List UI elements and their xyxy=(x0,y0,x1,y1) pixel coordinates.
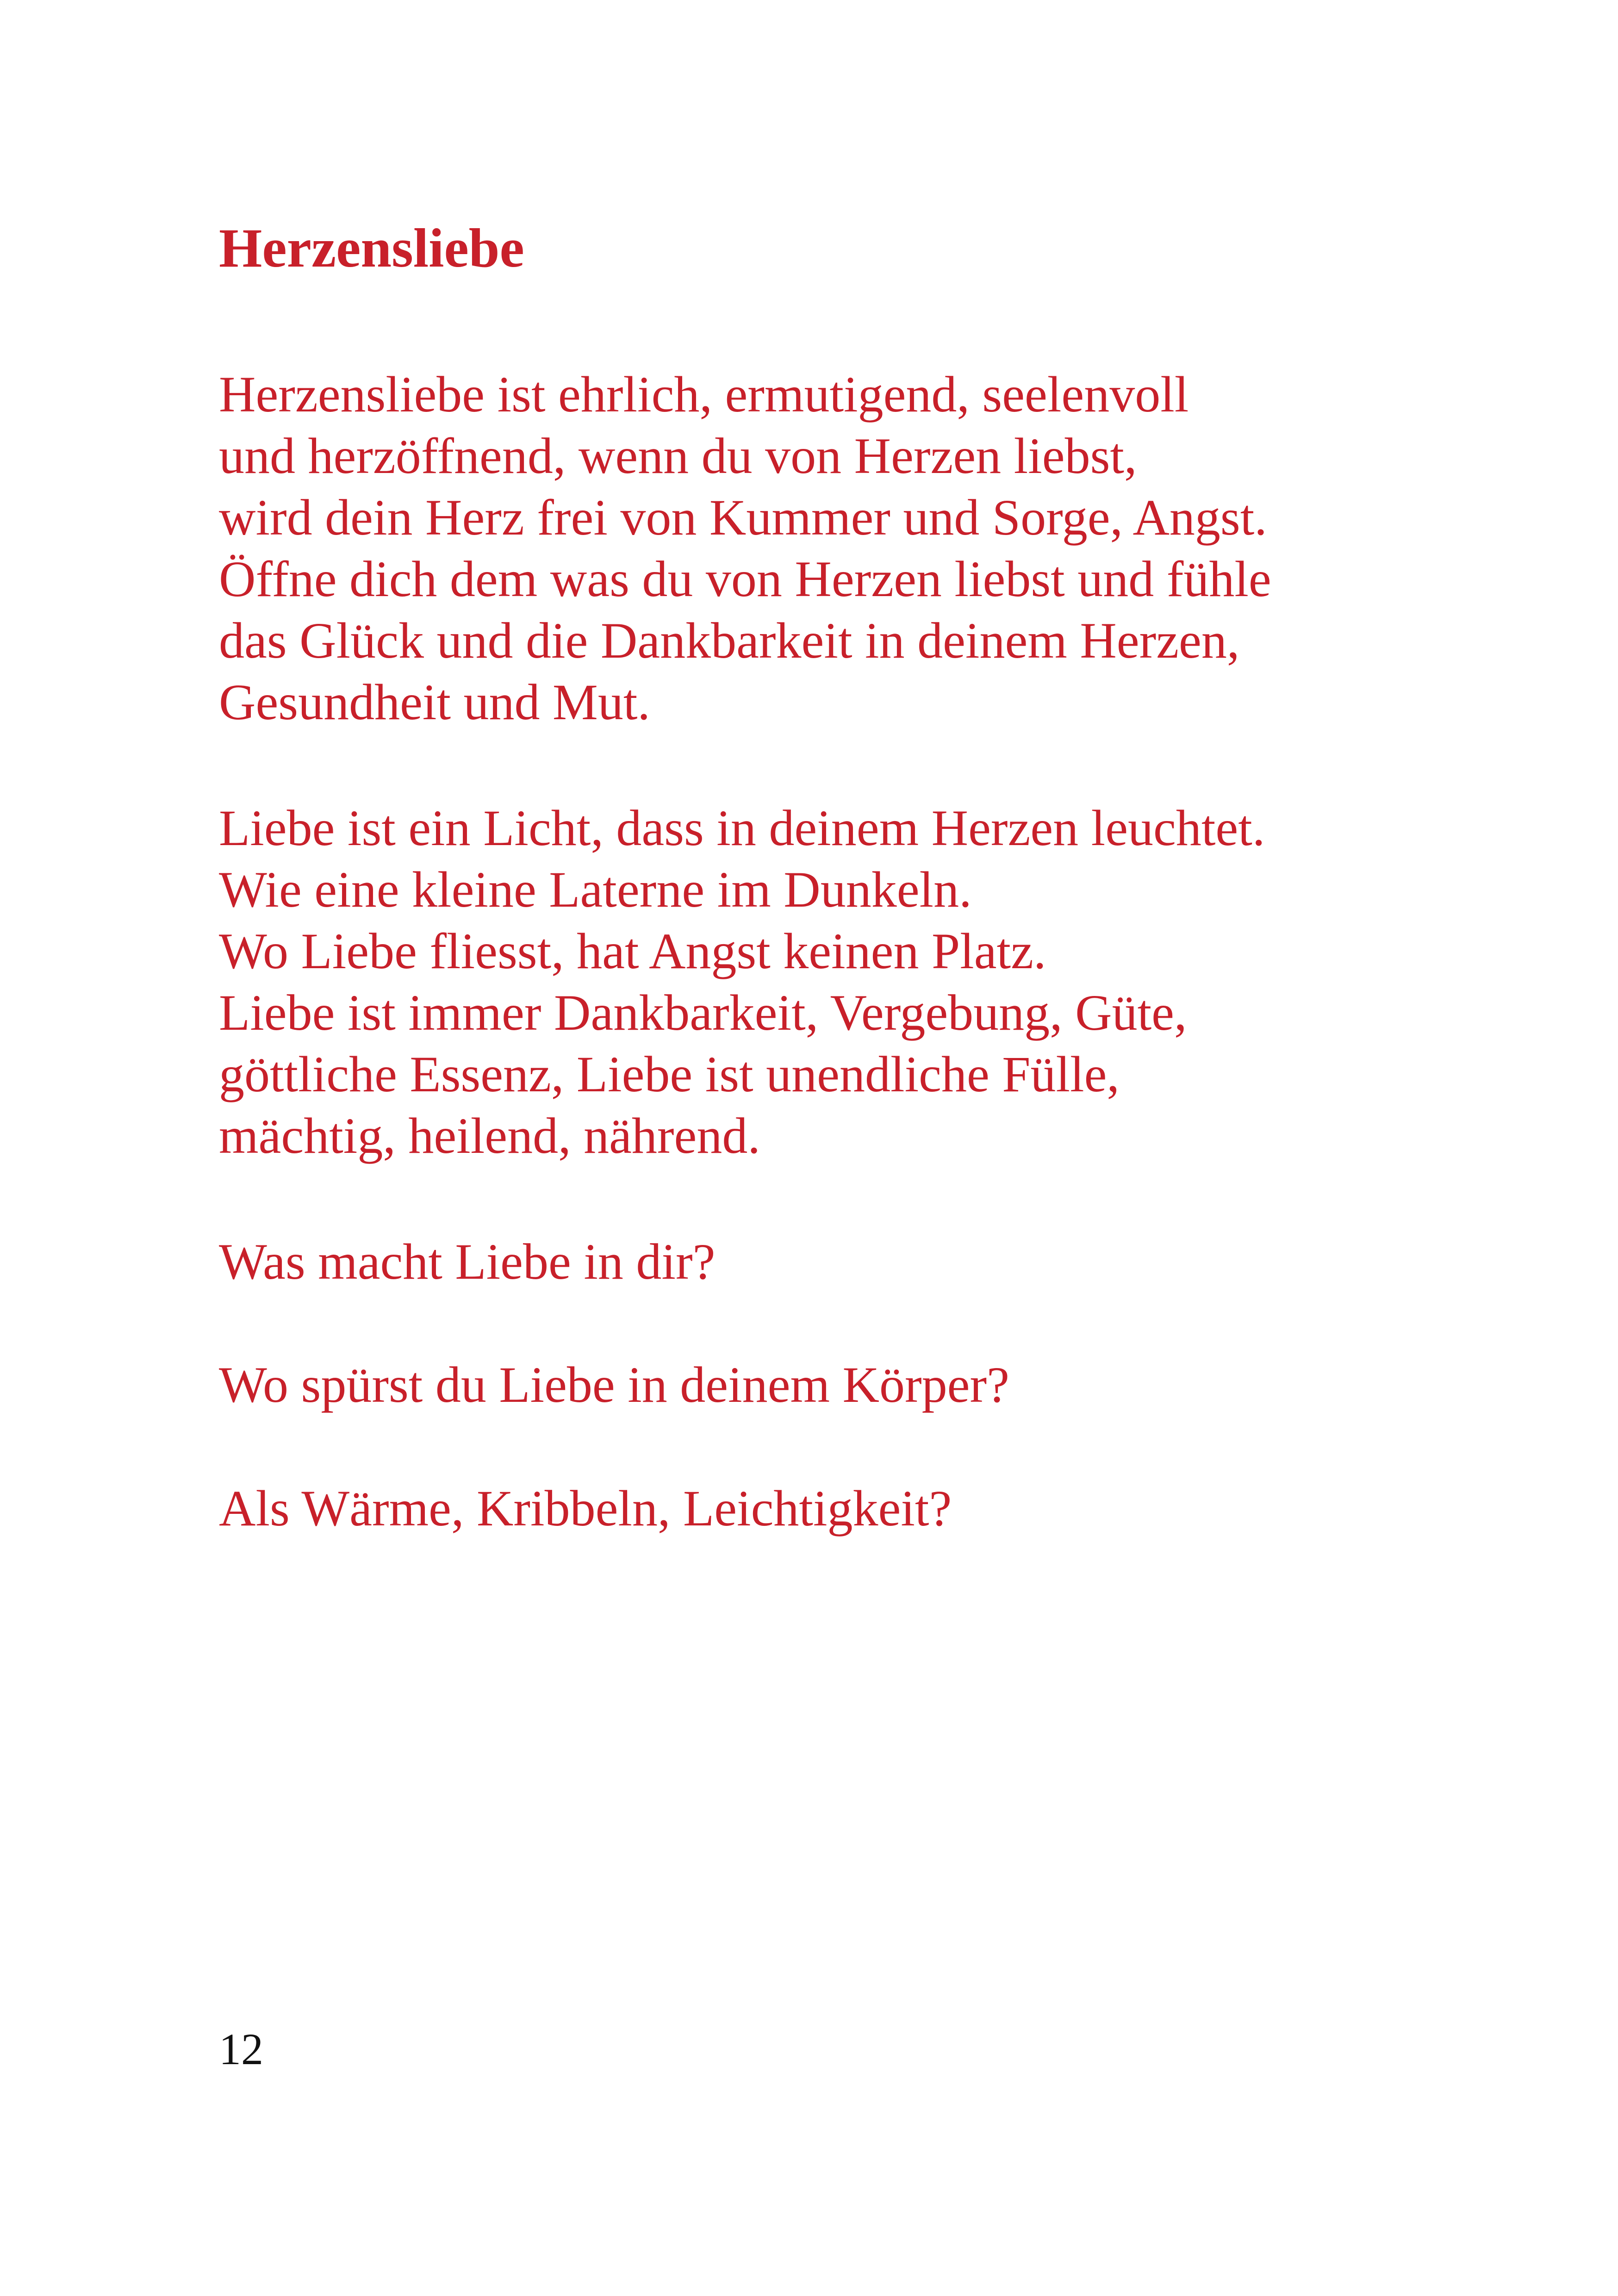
text-line: mächtig, heilend, nährend. xyxy=(219,1108,760,1164)
text-line: Gesundheit und Mut. xyxy=(219,674,650,730)
text-line: Liebe ist immer Dankbarkeit, Vergebung, Güte, xyxy=(219,984,1187,1041)
stanza-4 xyxy=(219,1354,1009,1416)
text-line: Was macht Liebe in dir? xyxy=(219,1233,716,1290)
stanza-1 xyxy=(219,364,1271,733)
page-title: Herzensliebe xyxy=(219,217,524,279)
text-line: Liebe ist ein Licht, dass in deinem Herzen leuchtet. xyxy=(219,800,1265,856)
page-number: 12 xyxy=(219,2024,263,2074)
stanza-3 xyxy=(219,1231,715,1293)
text-line: Herzensliebe ist ehrlich, ermutigend, seelenvoll xyxy=(219,366,1189,423)
text-line: Als Wärme, Kribbeln, Leichtigkeit? xyxy=(219,1480,952,1537)
text-line: wird dein Herz frei von Kummer und Sorge, Angst. xyxy=(219,489,1267,546)
text-line: und herzöffnend, wenn du von Herzen liebst, xyxy=(219,428,1137,484)
text-line: göttliche Essenz, Liebe ist unendliche Fülle, xyxy=(219,1046,1120,1102)
text-line: Öffne dich dem was du von Herzen liebst und fühle xyxy=(219,551,1271,607)
stanza-2 xyxy=(219,797,1265,1167)
text-line: Wo Liebe fliesst, hat Angst keinen Platz. xyxy=(219,923,1046,979)
text-line: Wie eine kleine Laterne im Dunkeln. xyxy=(219,861,972,918)
text-line: Wo spürst du Liebe in deinem Körper? xyxy=(219,1356,1009,1413)
stanza-5 xyxy=(219,1478,952,1539)
text-line: das Glück und die Dankbarkeit in deinem Herzen, xyxy=(219,612,1240,669)
